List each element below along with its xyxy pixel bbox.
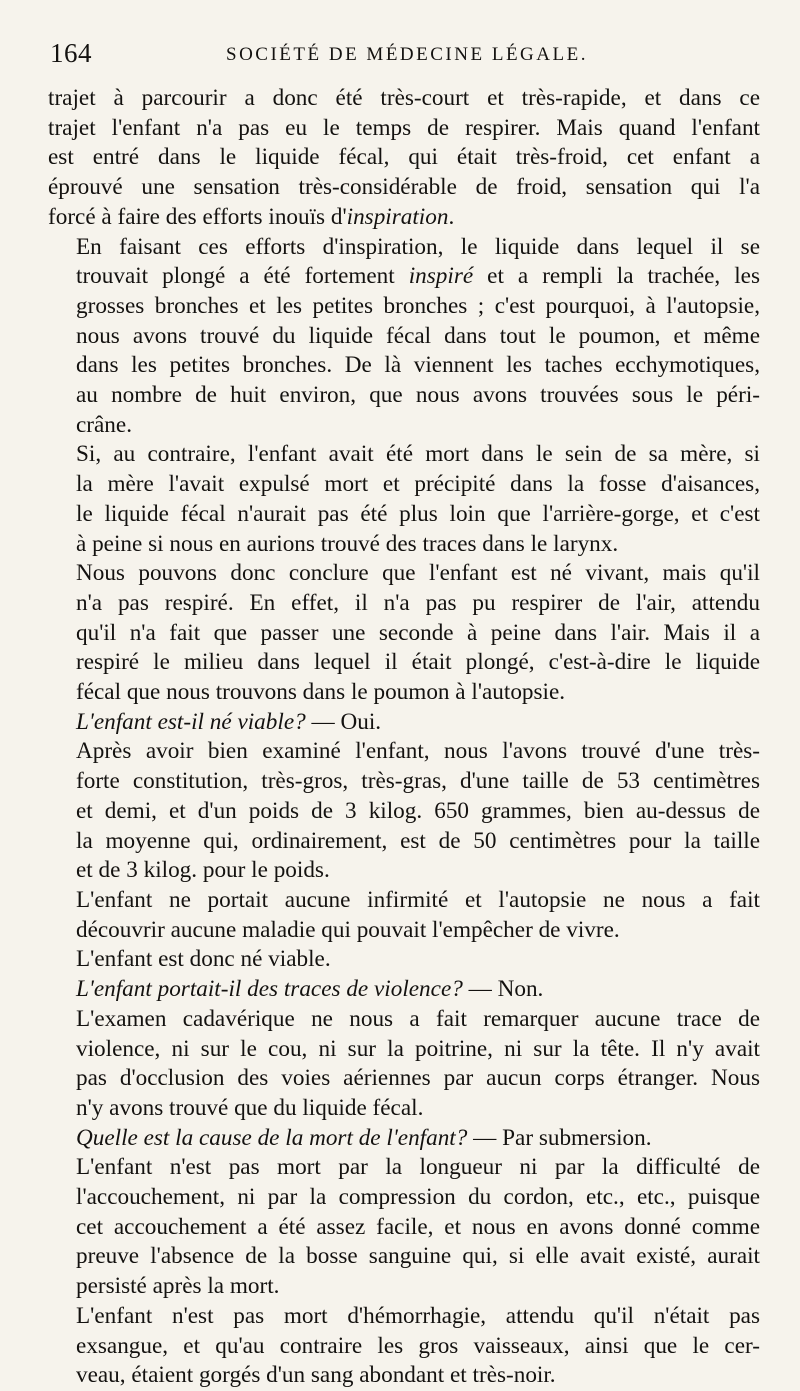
- paragraph: [48, 737, 760, 886]
- text-line: fécal que nous trouvons dans le poumon à l'autopsie.: [76, 679, 566, 706]
- emphasis: inspiré: [408, 263, 474, 290]
- paragraph: [48, 945, 760, 975]
- paragraph: [48, 708, 760, 738]
- question-text: L'enfant portait-il des traces de violence?: [76, 976, 463, 1003]
- body-text: [48, 84, 760, 1391]
- text-line: L'enfant n'est pas mort par la longueur ni par la difficulté de: [76, 1154, 760, 1181]
- answer-text: — Oui.: [305, 708, 382, 735]
- text-line: éprouvé une sensation très-considérable de froid, sensation qui l'a: [48, 174, 760, 201]
- paragraph: [48, 886, 760, 945]
- question-line: [48, 1124, 760, 1154]
- text-line: au nombre de huit environ, que nous avons trouvées sous le péri-: [76, 382, 760, 409]
- answer-text: — Par submersion.: [467, 1124, 652, 1151]
- text-line: violence, ni sur le cou, ni sur la poitrine, ni sur la tête. Il n'y avait: [76, 1035, 760, 1062]
- paragraph: [48, 1005, 760, 1124]
- paragraph: [48, 559, 760, 708]
- text-line: et demi, et d'un poids de 3 kilog. 650 grammes, bien au-dessus de: [76, 797, 760, 824]
- question-line: [48, 975, 760, 1005]
- paragraph: [48, 975, 760, 1005]
- text-line: grosses bronches et les petites bronches ; c'est pourquoi, à l'autopsie,: [76, 292, 760, 319]
- text-line: Nous pouvons donc conclure que l'enfant est né vivant, mais qu'il: [76, 560, 760, 587]
- text-line: L'enfant n'est pas mort d'hémorrhagie, attendu qu'il n'était pas: [76, 1302, 760, 1329]
- page-header: [48, 38, 752, 78]
- text-line: trajet l'enfant n'a pas eu le temps de respirer. Mais quand l'enfant: [48, 114, 760, 141]
- text-line: dans les petites bronches. De là viennent les taches ecchymotiques,: [76, 352, 760, 379]
- text-line: persisté après la mort.: [76, 1273, 280, 1300]
- text-line: le liquide fécal n'aurait pas été plus loin que l'arrière-gorge, et c'est: [76, 500, 760, 527]
- text-line: L'examen cadavérique ne nous a fait remarquer aucune trace de: [76, 1005, 760, 1032]
- question-text: L'enfant est-il né viable?: [76, 708, 306, 735]
- text-line: respiré le milieu dans lequel il était plongé, c'est-à-dire le liquide: [76, 649, 760, 676]
- text-line: à peine si nous en aurions trouvé des traces dans le larynx.: [76, 530, 619, 557]
- text-line: L'enfant est donc né viable.: [76, 946, 331, 973]
- text-line: cet accouchement a été assez facile, et nous en avons donné comme: [76, 1213, 760, 1240]
- text-line: qu'il n'a fait que passer une seconde à peine dans l'air. Mais il a: [76, 619, 760, 646]
- text-line: la mère l'avait expulsé mort et précipité dans la fosse d'aisances,: [76, 471, 760, 498]
- text-line: pas d'occlusion des voies aériennes par aucun corps étranger. Nous: [76, 1065, 760, 1092]
- question-text: Quelle est la cause de la mort de l'enfant?: [76, 1124, 468, 1151]
- text-line: est entré dans le liquide fécal, qui était très-froid, cet enfant a: [48, 144, 760, 171]
- paragraph: [48, 233, 760, 441]
- text-line: l'accouchement, ni par la compression du cordon, etc., etc., puisque: [76, 1184, 760, 1211]
- text-line: trouvait plongé a été fortement inspiré et a rempli la trachée, les: [76, 263, 760, 290]
- text-line: crâne.: [76, 411, 132, 438]
- text-line: Après avoir bien examiné l'enfant, nous l'avons trouvé d'une très-: [76, 738, 760, 765]
- page-number: 164: [50, 38, 92, 68]
- answer-text: — Non.: [462, 976, 544, 1003]
- text-line: la moyenne qui, ordinairement, est de 50 centimètres pour la taille: [76, 827, 760, 854]
- paragraph: [48, 440, 760, 559]
- text-line: exsangue, et qu'au contraire les gros vaisseaux, ainsi que le cer-: [76, 1332, 760, 1359]
- text-line: n'a pas respiré. En effet, il n'a pas pu respirer de l'air, attendu: [76, 589, 760, 616]
- emphasis: inspiration: [346, 203, 449, 230]
- text-line: preuve l'absence de la bosse sanguine qui, si elle avait existé, aurait: [76, 1243, 760, 1270]
- text-line: forte constitution, très-gros, très-gras, d'une taille de 53 centimètres: [76, 768, 760, 795]
- text-line: trajet à parcourir a donc été très-court et très-rapide, et dans ce: [48, 85, 760, 111]
- question-line: [48, 708, 760, 738]
- paragraph: [48, 1302, 760, 1391]
- text-line: découvrir aucune maladie qui pouvait l'empêcher de vivre.: [76, 916, 620, 943]
- paragraph: [48, 84, 760, 233]
- paragraph: [48, 1153, 760, 1302]
- text-line: et de 3 kilog. pour le poids.: [76, 857, 330, 884]
- text-line: Si, au contraire, l'enfant avait été mort dans le sein de sa mère, si: [76, 441, 760, 468]
- running-head: SOCIÉTÉ DE MÉDECINE LÉGALE.: [226, 44, 588, 65]
- text-line: nous avons trouvé du liquide fécal dans tout le poumon, et même: [76, 322, 760, 349]
- text-line: En faisant ces efforts d'inspiration, le liquide dans lequel il se: [76, 233, 760, 260]
- text-line: L'enfant ne portait aucune infirmité et l'autopsie ne nous a fait: [76, 886, 760, 913]
- text-line: veau, étaient gorgés d'un sang abondant et très-noir.: [76, 1362, 556, 1389]
- text-line: forcé à faire des efforts inouïs d'inspiration.: [48, 203, 455, 230]
- paragraph: [48, 1124, 760, 1154]
- text-line: n'y avons trouvé que du liquide fécal.: [76, 1094, 424, 1121]
